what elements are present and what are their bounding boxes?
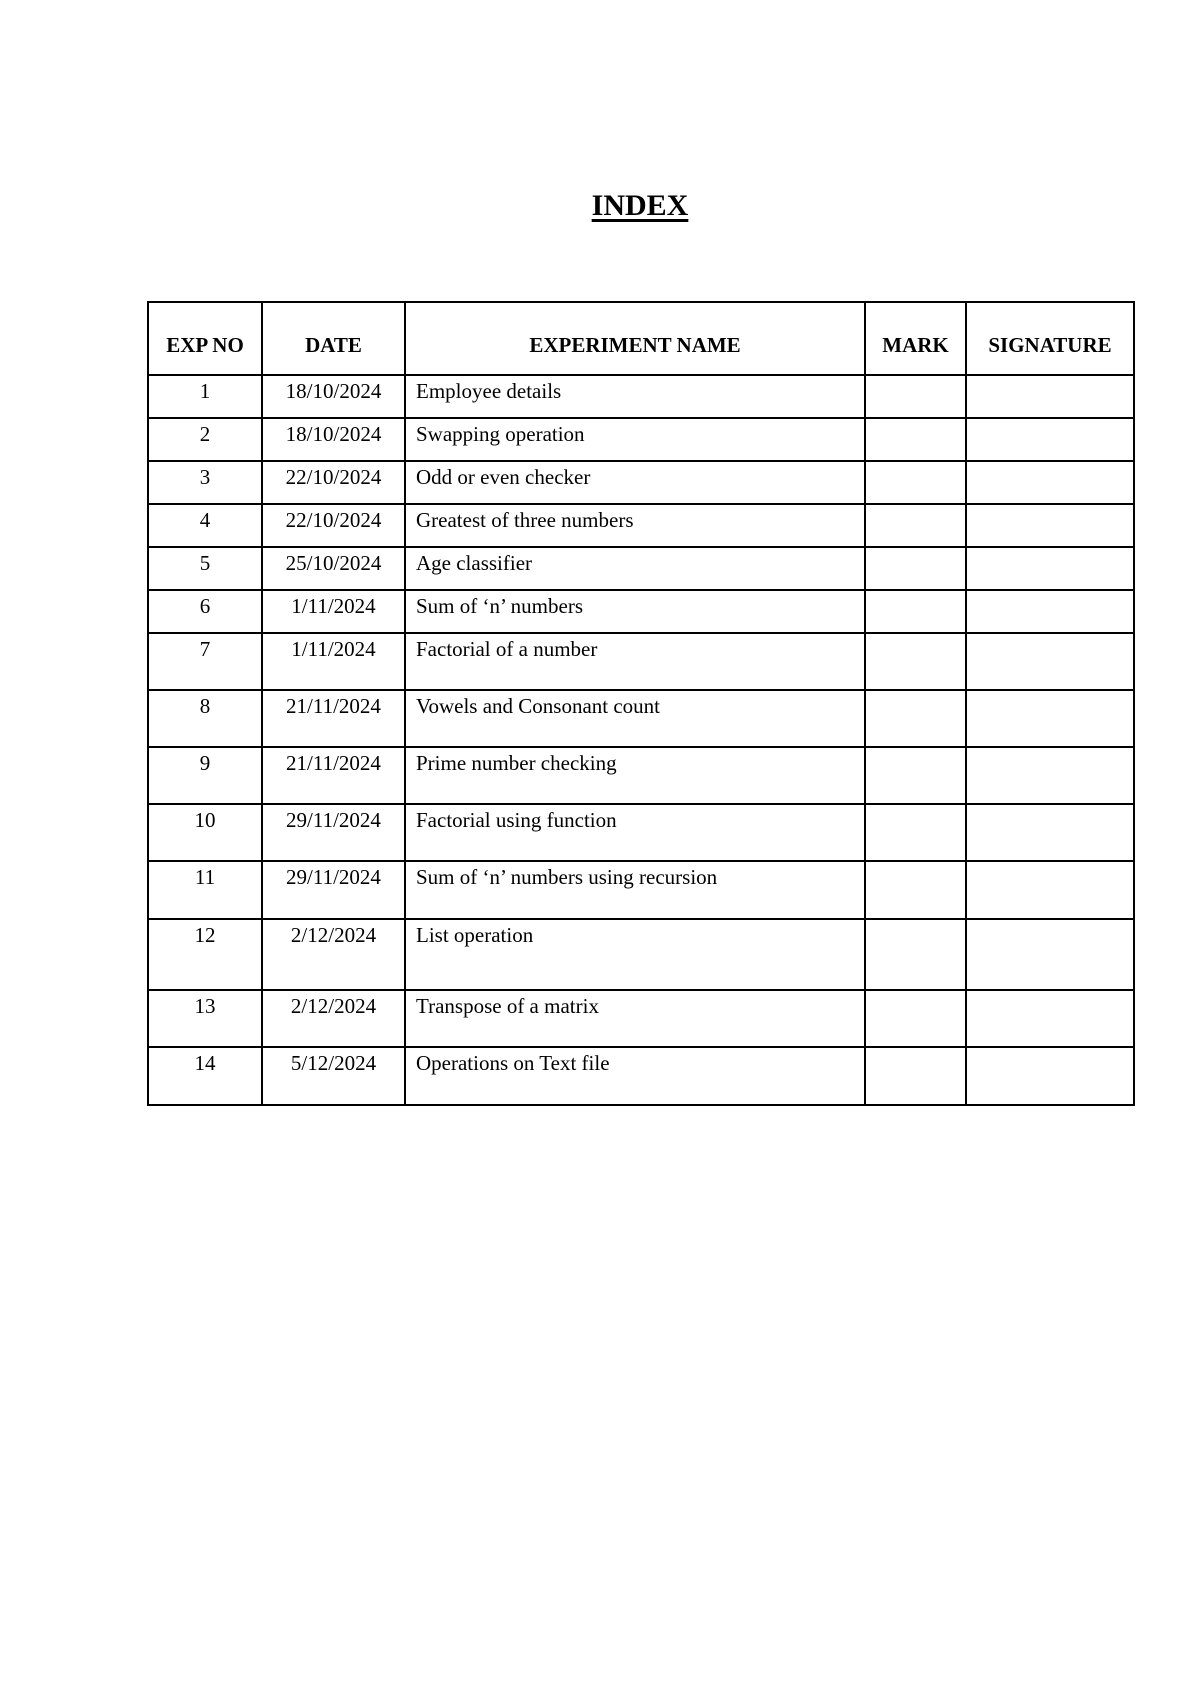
cell-signature [966, 1047, 1134, 1105]
header-date: DATE [262, 302, 405, 375]
table-row [148, 747, 1134, 804]
table-row [148, 375, 1134, 418]
table-header-row [148, 302, 1134, 375]
cell-exp-no: 5 [148, 547, 262, 590]
cell-signature [966, 747, 1134, 804]
cell-mark [865, 633, 966, 690]
cell-date: 21/11/2024 [262, 690, 405, 747]
cell-mark [865, 1047, 966, 1105]
table-row [148, 418, 1134, 461]
cell-date: 21/11/2024 [262, 747, 405, 804]
cell-signature [966, 418, 1134, 461]
cell-mark [865, 461, 966, 504]
header-experiment-name: EXPERIMENT NAME [405, 302, 865, 375]
cell-mark [865, 375, 966, 418]
table-row [148, 633, 1134, 690]
cell-signature [966, 375, 1134, 418]
cell-date: 5/12/2024 [262, 1047, 405, 1105]
cell-mark [865, 990, 966, 1047]
cell-exp-no: 12 [148, 919, 262, 990]
cell-experiment-name: Factorial of a number [405, 633, 865, 690]
cell-date: 22/10/2024 [262, 504, 405, 547]
cell-exp-no: 14 [148, 1047, 262, 1105]
cell-experiment-name: Employee details [405, 375, 865, 418]
table-row [148, 590, 1134, 633]
cell-mark [865, 747, 966, 804]
cell-experiment-name: Greatest of three numbers [405, 504, 865, 547]
header-exp-no: EXP NO [148, 302, 262, 375]
cell-exp-no: 6 [148, 590, 262, 633]
cell-signature [966, 547, 1134, 590]
table-row [148, 861, 1134, 919]
table-row [148, 504, 1134, 547]
cell-date: 22/10/2024 [262, 461, 405, 504]
cell-date: 29/11/2024 [262, 861, 405, 919]
cell-date: 18/10/2024 [262, 375, 405, 418]
cell-experiment-name: Sum of ‘n’ numbers [405, 590, 865, 633]
cell-exp-no: 1 [148, 375, 262, 418]
cell-exp-no: 7 [148, 633, 262, 690]
cell-experiment-name: Vowels and Consonant count [405, 690, 865, 747]
cell-date: 1/11/2024 [262, 590, 405, 633]
cell-mark [865, 690, 966, 747]
cell-experiment-name: List operation [405, 919, 865, 990]
cell-exp-no: 8 [148, 690, 262, 747]
cell-mark [865, 919, 966, 990]
cell-exp-no: 13 [148, 990, 262, 1047]
cell-mark [865, 504, 966, 547]
header-signature: SIGNATURE [966, 302, 1134, 375]
cell-exp-no: 3 [148, 461, 262, 504]
table-row [148, 547, 1134, 590]
cell-signature [966, 804, 1134, 861]
cell-experiment-name: Operations on Text file [405, 1047, 865, 1105]
table-row [148, 919, 1134, 990]
cell-experiment-name: Factorial using function [405, 804, 865, 861]
cell-date: 25/10/2024 [262, 547, 405, 590]
cell-signature [966, 990, 1134, 1047]
cell-mark [865, 804, 966, 861]
cell-signature [966, 461, 1134, 504]
cell-experiment-name: Prime number checking [405, 747, 865, 804]
cell-date: 1/11/2024 [262, 633, 405, 690]
cell-mark [865, 590, 966, 633]
cell-date: 2/12/2024 [262, 990, 405, 1047]
cell-signature [966, 690, 1134, 747]
cell-signature [966, 633, 1134, 690]
header-mark: MARK [865, 302, 966, 375]
cell-date: 2/12/2024 [262, 919, 405, 990]
cell-experiment-name: Transpose of a matrix [405, 990, 865, 1047]
cell-exp-no: 11 [148, 861, 262, 919]
cell-date: 18/10/2024 [262, 418, 405, 461]
page-title: INDEX [591, 189, 689, 222]
index-table [147, 301, 1135, 1106]
cell-exp-no: 2 [148, 418, 262, 461]
table-row [148, 461, 1134, 504]
cell-signature [966, 504, 1134, 547]
cell-signature [966, 919, 1134, 990]
cell-mark [865, 861, 966, 919]
table-row [148, 990, 1134, 1047]
cell-mark [865, 418, 966, 461]
cell-exp-no: 4 [148, 504, 262, 547]
cell-experiment-name: Age classifier [405, 547, 865, 590]
cell-signature [966, 590, 1134, 633]
table-row [148, 1047, 1134, 1105]
table-row [148, 804, 1134, 861]
cell-experiment-name: Odd or even checker [405, 461, 865, 504]
cell-exp-no: 10 [148, 804, 262, 861]
cell-experiment-name: Swapping operation [405, 418, 865, 461]
cell-mark [865, 547, 966, 590]
cell-experiment-name: Sum of ‘n’ numbers using recursion [405, 861, 865, 919]
cell-date: 29/11/2024 [262, 804, 405, 861]
cell-signature [966, 861, 1134, 919]
table-row [148, 690, 1134, 747]
cell-exp-no: 9 [148, 747, 262, 804]
